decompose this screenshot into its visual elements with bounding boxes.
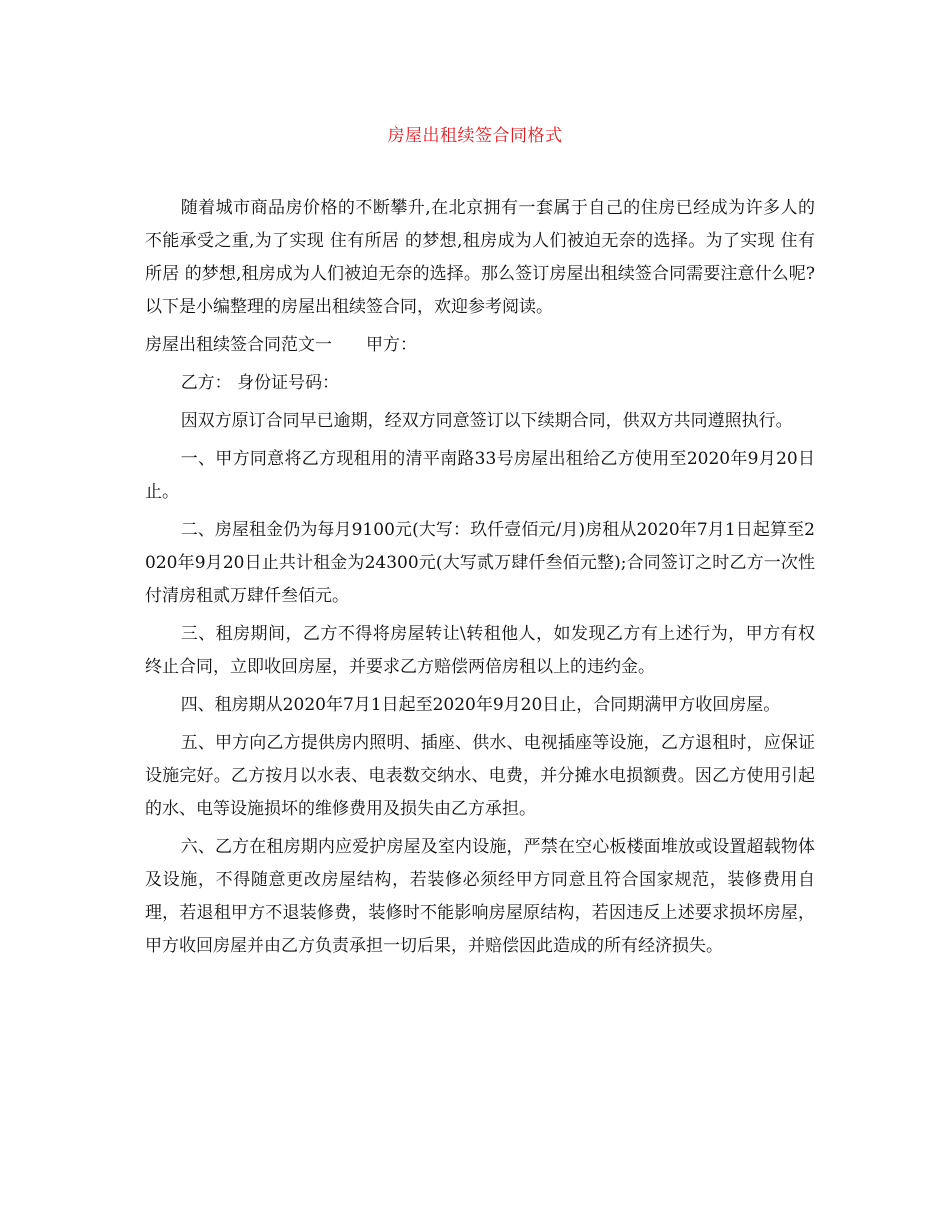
- party-b-label: 乙方： 身份证号码：: [180, 373, 340, 393]
- sample-heading-line: [145, 329, 815, 362]
- clause-paragraph: 二、房屋租金仍为每月9100元(大写：玖仟壹佰元/月)房租从2020年7月1日起算至2020年9月20日止共计租金为24300元(大写贰万肆仟叁佰元整);合同签订之时乙方一次性付清房租贰万肆仟叁佰元。: [145, 520, 815, 606]
- clause-paragraph: 三、租房期间，乙方不得将房屋转让\转租他人，如发现乙方有上述行为，甲方有权终止合同，立即收回房屋，并要求乙方赔偿两倍房租以上的违约金。: [145, 624, 815, 677]
- party-a-label: 甲方：: [366, 335, 417, 355]
- clause-paragraph: 一、甲方同意将乙方现租用的清平南路33号房屋出租给乙方使用至2020年9月20日止。: [145, 449, 815, 502]
- sample-heading: 房屋出租续签合同范文一: [145, 335, 332, 355]
- intro-paragraph: 随着城市商品房价格的不断攀升,在北京拥有一套属于自己的住房已经成为许多人的不能承受之重,为了实现 住有所居 的梦想,租房成为人们被迫无奈的选择。为了实现 住有所居 的梦想,租房成为人们被迫无奈的选择。那么签订房屋出租续签合同需要注意什么呢?以下是小编整理的房屋出租续签合同，欢迎参考阅读。: [145, 198, 815, 317]
- clause-paragraph: 六、乙方在租房期内应爱护房屋及室内设施，严禁在空心板楼面堆放或设置超载物体及设施，不得随意更改房屋结构，若装修必须经甲方同意且符合国家规范，装修费用自理，若退租甲方不退装修费，装修时不能影响房屋原结构，若因违反上述要求损坏房屋，甲方收回房屋并由乙方负责承担一切后果，并赔偿因此造成的所有经济损失。: [145, 837, 815, 956]
- clause-paragraph: 五、甲方向乙方提供房内照明、插座、供水、电视插座等设施，乙方退租时，应保证设施完好。乙方按月以水表、电表数交纳水、电费，并分摊水电损额费。因乙方使用引起的水、电等设施损坏的维修费用及损失由乙方承担。: [145, 733, 815, 819]
- document-body: [145, 192, 815, 963]
- preamble-paragraph: 因双方原订合同早已逾期，经双方同意签订以下续期合同，供双方共同遵照执行。: [180, 411, 793, 431]
- clause-paragraph: 四、租房期从2020年7月1日起至2020年9月20日止，合同期满甲方收回房屋。: [180, 695, 781, 715]
- document-title: 房屋出租续签合同格式: [387, 126, 563, 146]
